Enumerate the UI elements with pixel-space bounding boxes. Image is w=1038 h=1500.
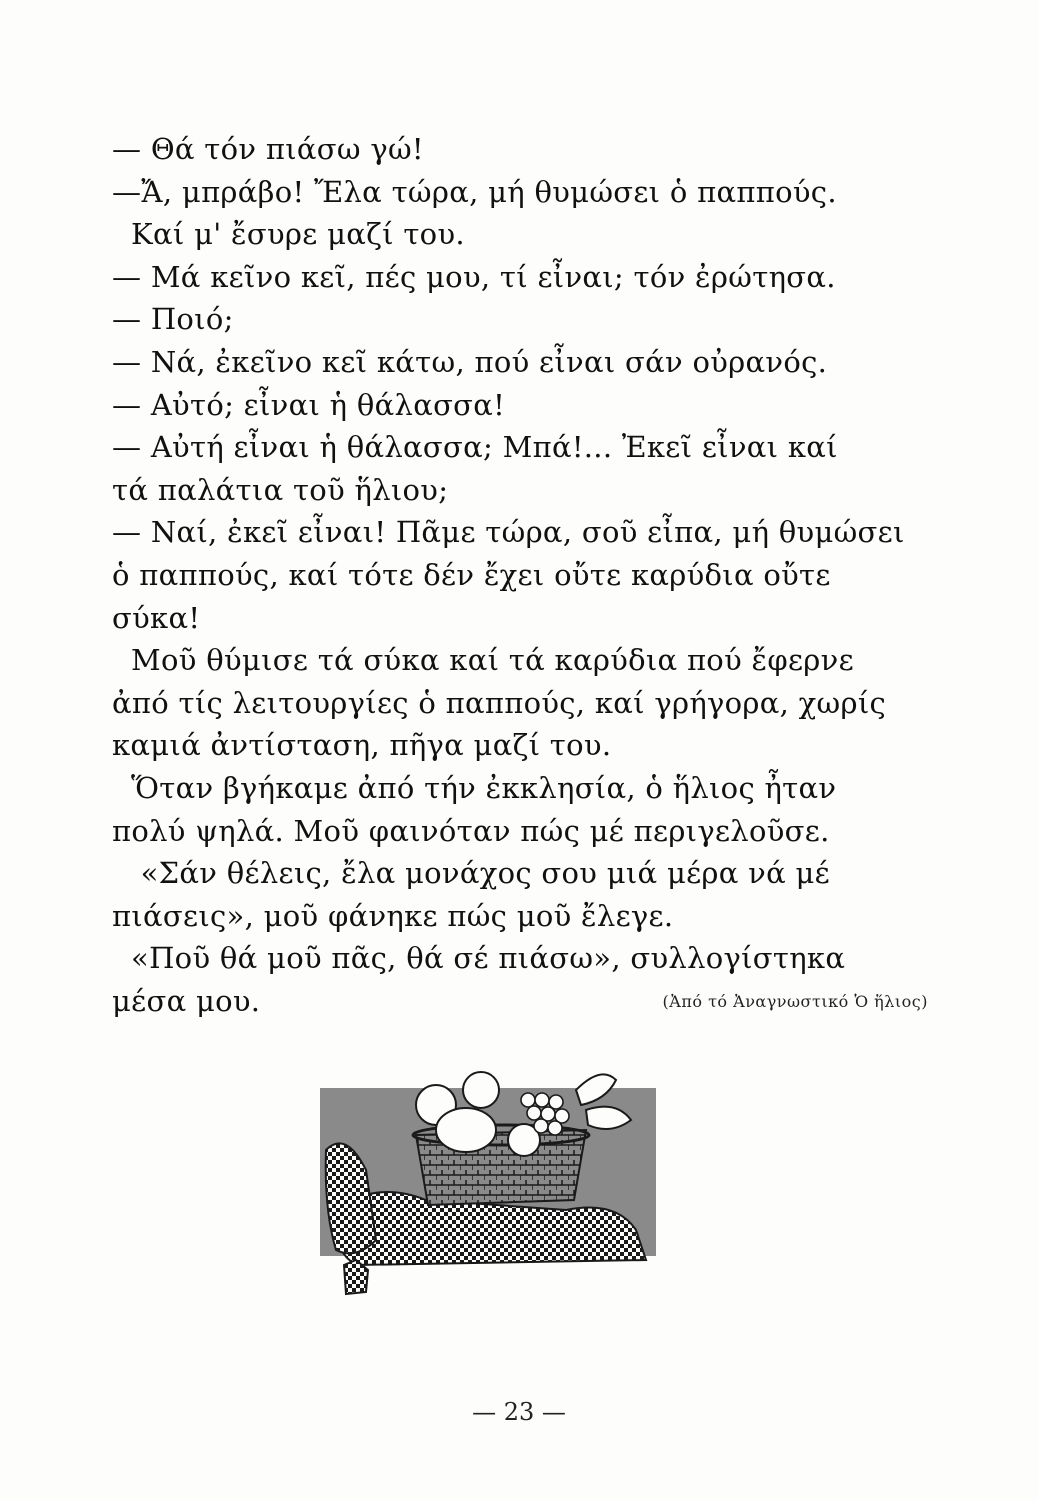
text-line-20: μέσα μου. xyxy=(112,983,261,1018)
text-line-3: Καί μ' ἔσυρε μαζί του. xyxy=(112,217,465,252)
text-line-6: — Νά, ἐκεῖνο κεῖ κάτω, πού εἶναι σάν οὐρανός. xyxy=(112,344,828,379)
text-line-14: καμιά ἀντίσταση, πῆγα μαζί του. xyxy=(112,728,612,763)
text-line-4: — Μά κεῖνο κεῖ, πές μου, τί εἶναι; τόν ἐρώτησα. xyxy=(112,259,836,294)
page-number: — 23 — xyxy=(472,1398,566,1426)
text-line-19: «Ποῦ θά μοῦ πᾶς, θά σέ πιάσω», συλλογίστηκα xyxy=(112,941,846,976)
fruit-basket-illustration xyxy=(316,1060,660,1298)
source-caption: (Ἀπό τό Ἀναγνωστικό Ὁ ἥλιος) xyxy=(662,992,928,1011)
big-fruit xyxy=(436,1108,496,1152)
text-line-9: τά παλάτια τοῦ ἥλιου; xyxy=(112,472,449,507)
text-line-13: ἀπό τίς λειτουργίες ὁ παππούς, καί γρήγορα, χωρίς xyxy=(112,685,887,720)
text-line-11: ὁ παππούς, καί τότε δέν ἔχει οὔτε καρύδια οὔτε σύκα! xyxy=(112,557,841,635)
text-line-17: «Σάν θέλεις, ἔλα μονάχος σου μιά μέρα νά μέ xyxy=(112,856,830,891)
text-line-12: Μοῦ θύμισε τά σύκα καί τά καρύδια πού ἔφερνε xyxy=(112,643,854,678)
story-text xyxy=(112,128,912,1022)
text-line-7: — Αὐτό; εἶναι ἡ θάλασσα! xyxy=(112,387,506,422)
text-line-18: πιάσεις», μοῦ φάνηκε πώς μοῦ ἔλεγε. xyxy=(112,898,674,933)
text-line-1: — Θά τόν πιάσω γώ! xyxy=(112,132,424,166)
text-line-2: —Ἄ, μπράβο! Ἔλα τώρα, μή θυμώσει ὁ παππούς. xyxy=(112,174,837,209)
text-line-5: — Ποιό; xyxy=(112,302,234,337)
apple-top xyxy=(463,1072,499,1108)
text-line-16: πολύ ψηλά. Μοῦ φαινόταν πώς μέ περιγελοῦσε. xyxy=(112,813,830,848)
text-line-8: — Αὐτή εἶναι ἡ θάλασσα; Μπά!... Ἐκεῖ εἶναι καί xyxy=(112,430,838,465)
text-line-15: Ὅταν βγήκαμε ἀπό τήν ἐκκλησία, ὁ ἥλιος ἦταν xyxy=(112,770,837,805)
text-line-10: — Ναί, ἐκεῖ εἶναι! Πᾶμε τώρα, σοῦ εἶπα, μή θυμώσει xyxy=(112,515,905,550)
